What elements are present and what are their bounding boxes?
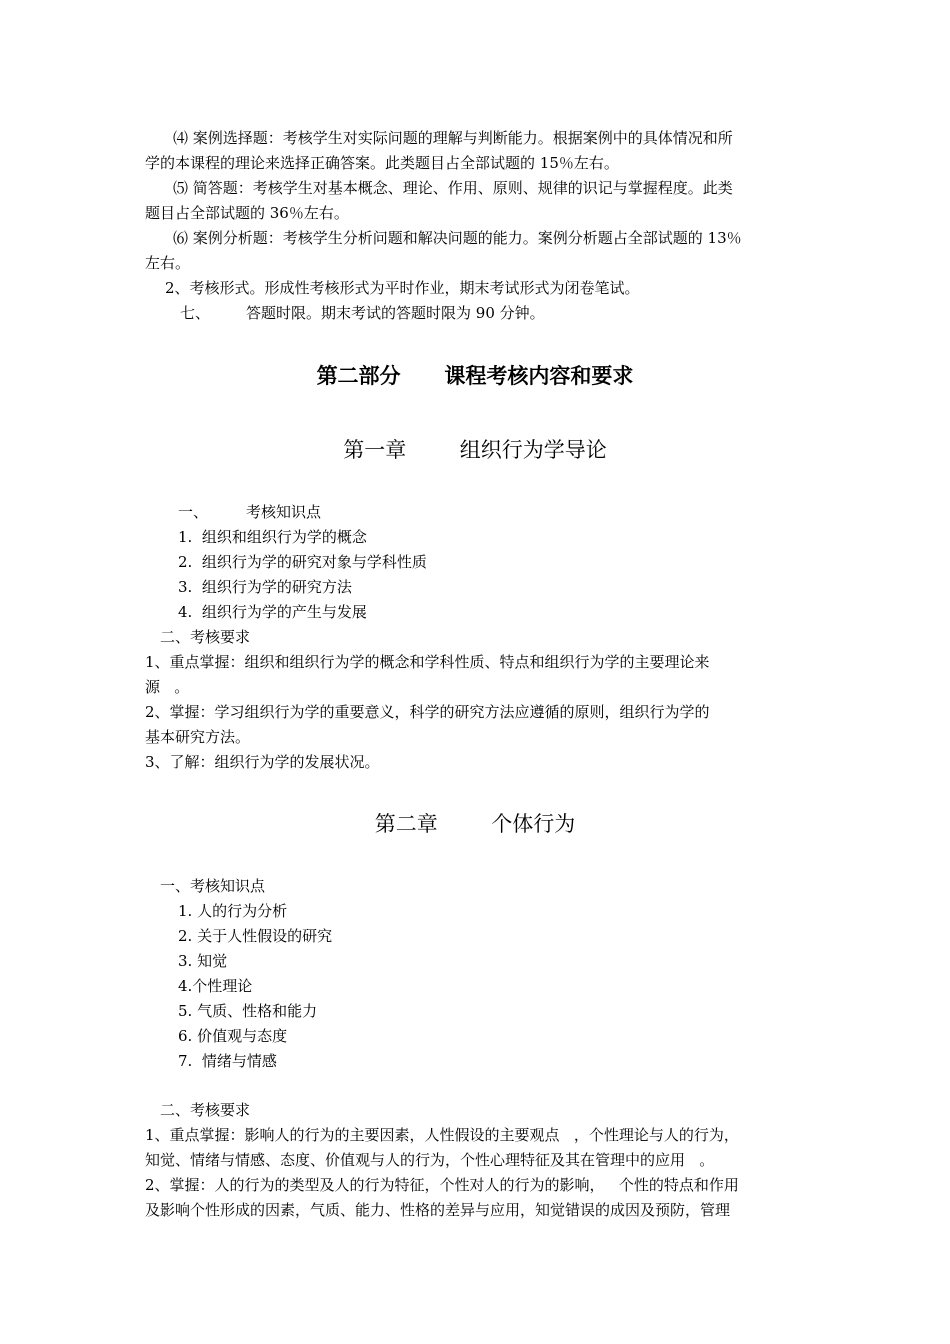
ch1-point-item: 3. 组织行为学的研究方法 bbox=[178, 578, 352, 596]
ch1-req3: 3、了解：组织行为学的发展状况。 bbox=[145, 753, 380, 771]
ch2-req2-line1: 2、掌握：人的行为的类型及人的行为特征，个性对人的行为的影响， 个性的特点和作用 bbox=[145, 1176, 739, 1194]
ch2-points-label: 一、考核知识点 bbox=[160, 877, 266, 895]
ch2-point-item: 1. 人的行为分析 bbox=[178, 902, 288, 920]
ch2-point-item: 7. 情绪与情感 bbox=[178, 1052, 277, 1070]
ch1-req1-line2: 源 。 bbox=[145, 678, 190, 696]
chapter1-title: 第一章 组织行为学导论 bbox=[343, 438, 607, 462]
ch2-req1-line2: 知觉、情绪与情感、态度、价值观与人的行为，个性心理特征及其在管理中的应用 。 bbox=[145, 1151, 715, 1169]
item4-line1: ⑷ 案例选择题：考核学生对实际问题的理解与判断能力。根据案例中的具体情况和所 bbox=[173, 129, 733, 147]
ch1-point-item: 2. 组织行为学的研究对象与学科性质 bbox=[178, 553, 427, 571]
part-title: 第二部分 课程考核内容和要求 bbox=[316, 364, 634, 388]
item5-line1: ⑸ 简答题：考核学生对基本概念、理论、作用、原则、规律的识记与掌握程度。此类 bbox=[173, 179, 733, 197]
ch2-req-label: 二、考核要求 bbox=[160, 1101, 251, 1119]
ch1-points-label: 考核知识点 bbox=[246, 503, 322, 521]
item5-line2: 题目占全部试题的 36％左右。 bbox=[145, 204, 349, 222]
chapter2-title: 第二章 个体行为 bbox=[374, 812, 576, 836]
ch1-req1-line1: 1、重点掌握：组织和组织行为学的概念和学科性质、特点和组织行为学的主要理论来 bbox=[145, 653, 710, 671]
exam-time-text: 答题时限。期末考试的答题时限为 90 分钟。 bbox=[246, 304, 545, 322]
ch2-point-item: 6. 价值观与态度 bbox=[178, 1027, 288, 1045]
ch2-point-item: 3. 知觉 bbox=[178, 952, 228, 970]
ch2-point-item: 5. 气质、性格和能力 bbox=[178, 1002, 318, 1020]
ch2-req1-line1: 1、重点掌握：影响人的行为的主要因素，人性假设的主要观点 ，个性理论与人的行为， bbox=[145, 1126, 739, 1144]
ch1-points-number: 一、 bbox=[178, 503, 209, 521]
ch2-req2-line2: 及影响个性形成的因素，气质、能力、性格的差异与应用，知觉错误的成因及预防，管理 bbox=[145, 1201, 731, 1219]
ch2-point-item: 2. 关于人性假设的研究 bbox=[178, 927, 333, 945]
ch1-point-item: 1. 组织和组织行为学的概念 bbox=[178, 528, 367, 546]
ch1-point-item: 4. 组织行为学的产生与发展 bbox=[178, 603, 367, 621]
ch1-req-label: 二、考核要求 bbox=[160, 628, 251, 646]
ch1-req2-line1: 2、掌握：学习组织行为学的重要意义，科学的研究方法应遵循的原则，组织行为学的 bbox=[145, 703, 710, 721]
ch2-point-item: 4.个性理论 bbox=[178, 977, 253, 995]
item6-line2: 左右。 bbox=[145, 254, 191, 272]
item4-line2: 学的本课程的理论来选择正确答案。此类题目占全部试题的 15％左右。 bbox=[145, 154, 619, 172]
item6-line1: ⑹ 案例分析题：考核学生分析问题和解决问题的能力。案例分析题占全部试题的 13％ bbox=[173, 229, 742, 247]
exam-form: 2、考核形式。形成性考核形式为平时作业，期末考试形式为闭卷笔试。 bbox=[165, 279, 640, 297]
exam-time-number: 七、 bbox=[180, 304, 211, 322]
ch1-req2-line2: 基本研究方法。 bbox=[145, 728, 251, 746]
